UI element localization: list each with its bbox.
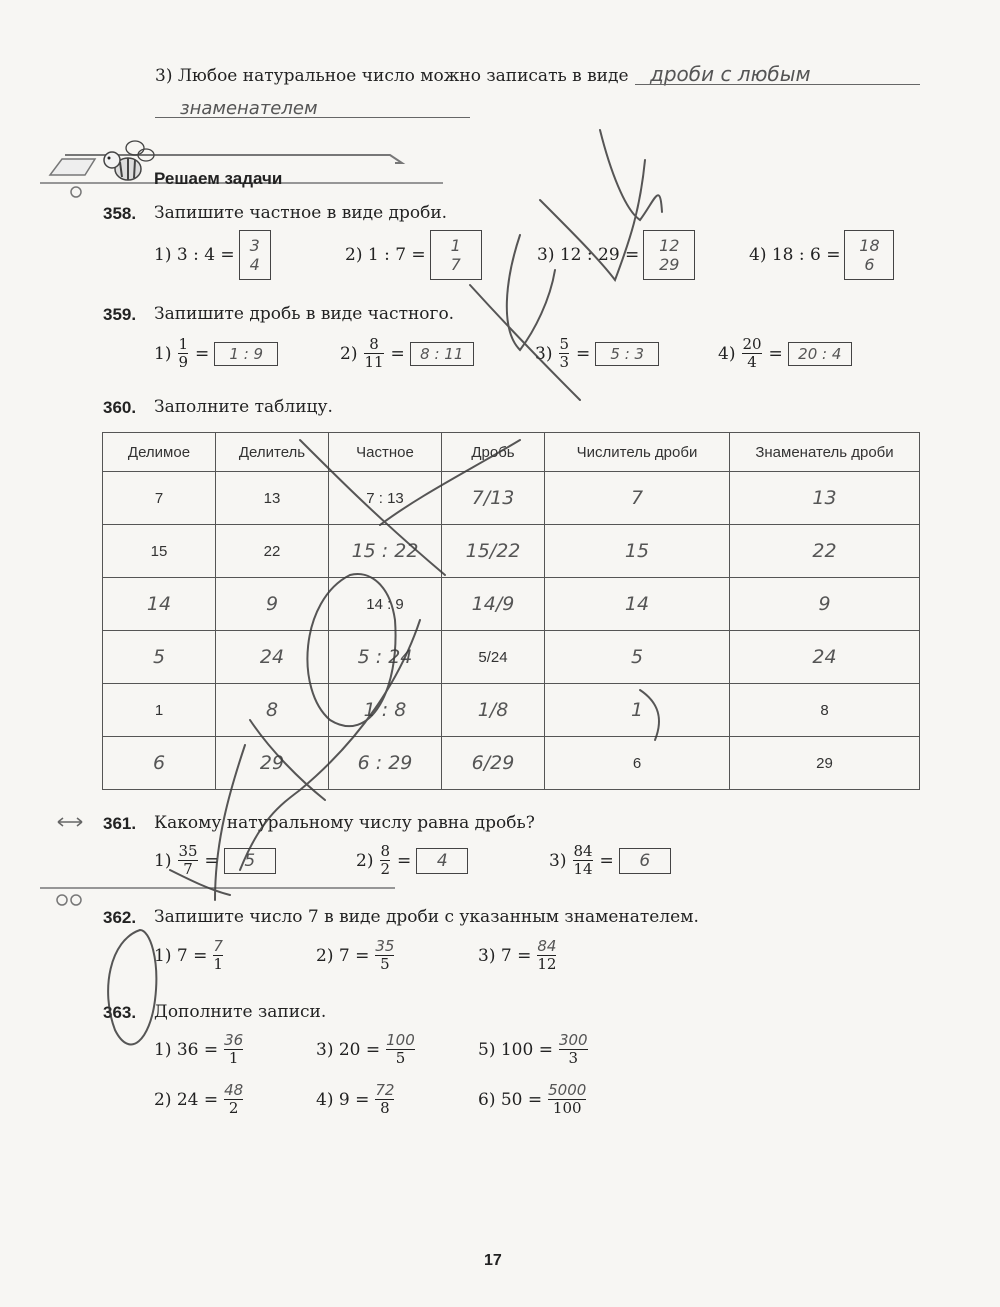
p363-item-2 [154, 1082, 245, 1117]
p362-item-3-num: 84 [537, 937, 557, 955]
cell: 5 [545, 631, 730, 684]
p363-item-5-den: 3 [568, 1049, 579, 1067]
cell: 7/13 [442, 472, 545, 525]
p359-item-4-label: 4) [718, 343, 736, 364]
p358-item-3-label: 3) 12 : 29 = [537, 245, 640, 265]
problem-361-text: Какому натуральному числу равна дробь? [154, 813, 535, 833]
section-title: Решаем задачи [154, 169, 283, 188]
p359-item-3-den: 3 [559, 353, 569, 371]
problem-358-number: 358. [103, 204, 137, 223]
th-quotient: Частное [329, 433, 442, 472]
page-number: 17 [484, 1252, 502, 1269]
p361-item-3-label: 3) [549, 850, 567, 871]
problem-363-text: Дополните записи. [154, 1002, 327, 1022]
p359-item-3-fraction [559, 336, 569, 371]
p363-item-1-label: 1) 36 = [154, 1039, 219, 1060]
p359-item-1-den: 9 [178, 353, 188, 371]
cell: 1 : 8 [329, 684, 442, 737]
p363-item-3-fraction [386, 1032, 415, 1067]
p358-item-1-box [239, 230, 271, 280]
problem-359-text: Запишите дробь в виде частного. [154, 304, 455, 324]
cell: 6/29 [442, 737, 545, 790]
cell: 13 [216, 472, 329, 525]
cell: 8 [216, 684, 329, 737]
p359-item-3 [535, 336, 659, 371]
cell: 14 : 9 [329, 578, 442, 631]
cell: 15 : 22 [329, 525, 442, 578]
p361-item-2-fraction [380, 843, 390, 878]
p358-item-2-den: 7 [450, 255, 461, 274]
p362-item-1 [154, 938, 225, 973]
cell: 5 [103, 631, 216, 684]
p361-item-3-equals: = [599, 850, 614, 871]
p358-item-4 [749, 230, 894, 280]
cell: 24 [216, 631, 329, 684]
p363-item-6 [478, 1082, 588, 1117]
p363-item-2-num: 48 [224, 1081, 244, 1099]
cell: 7 : 13 [329, 472, 442, 525]
p363-item-3 [316, 1032, 417, 1067]
p359-item-4-den: 4 [747, 353, 757, 371]
p358-item-1 [154, 230, 271, 280]
p359-item-2 [340, 336, 474, 371]
p361-item-3-den: 14 [573, 860, 593, 878]
cell: 9 [216, 578, 329, 631]
table-header-row [103, 433, 920, 472]
p361-item-3 [549, 843, 671, 878]
cell: 14 [103, 578, 216, 631]
table-row [103, 737, 920, 790]
p361-item-3-fraction [573, 843, 592, 878]
p363-item-1-num: 36 [224, 1031, 244, 1049]
p359-item-3-answer: 5 : 3 [595, 342, 659, 366]
p358-item-3-den: 29 [659, 255, 680, 274]
cell: 15 [545, 525, 730, 578]
p362-item-2-label: 2) 7 = [316, 945, 370, 966]
table-360 [102, 432, 920, 790]
cell: 6 [103, 737, 216, 790]
th-divisor: Делитель [216, 433, 329, 472]
p363-item-3-den: 5 [395, 1049, 406, 1067]
cell: 9 [730, 578, 920, 631]
p361-item-1-label: 1) [154, 850, 172, 871]
th-fraction: Дробь [442, 433, 545, 472]
p359-item-2-den: 11 [364, 353, 384, 371]
th-denominator: Знаменатель дроби [730, 433, 920, 472]
section-divider [40, 883, 400, 909]
p361-item-1-num: 35 [178, 842, 198, 860]
p363-item-6-fraction [548, 1082, 586, 1117]
problem-358-text: Запишите частное в виде дроби. [154, 203, 448, 223]
problem-362-number: 362. [103, 908, 137, 927]
p359-item-1-fraction [178, 336, 188, 371]
intro-line-1 [635, 84, 920, 85]
p363-item-3-label: 3) 20 = [316, 1039, 381, 1060]
p361-item-2-den: 2 [380, 860, 390, 878]
cell: 14/9 [442, 578, 545, 631]
p363-item-5-num: 300 [558, 1031, 588, 1049]
cell: 22 [216, 525, 329, 578]
p361-item-1-den: 7 [183, 860, 193, 878]
intro-line-2 [155, 117, 470, 118]
p363-item-3-num: 100 [386, 1031, 415, 1049]
p362-item-2-fraction [375, 938, 394, 973]
p359-item-2-fraction [364, 336, 383, 371]
p359-item-3-label: 3) [535, 343, 553, 364]
cell: 13 [730, 472, 920, 525]
problem-363-number: 363. [103, 1003, 137, 1022]
cell: 24 [730, 631, 920, 684]
p362-item-2 [316, 938, 396, 973]
p358-item-3-box [643, 230, 695, 280]
p362-item-1-fraction [213, 938, 223, 973]
cell: 1 [545, 684, 730, 737]
p363-item-4 [316, 1082, 396, 1117]
th-numerator: Числитель дроби [545, 433, 730, 472]
p363-item-5 [478, 1032, 590, 1067]
p362-item-3-den: 12 [537, 955, 557, 973]
p358-item-3-num: 12 [659, 236, 680, 255]
p362-item-1-den: 1 [213, 955, 223, 973]
p363-item-2-label: 2) 24 = [154, 1089, 219, 1110]
p359-item-2-label: 2) [340, 343, 358, 364]
cell: 1 [103, 684, 216, 737]
p358-item-4-label: 4) 18 : 6 = [749, 245, 841, 265]
p363-item-5-label: 5) 100 = [478, 1039, 553, 1060]
p359-item-4-equals: = [768, 343, 783, 364]
p363-item-4-den: 8 [380, 1099, 390, 1117]
p363-item-6-den: 100 [552, 1099, 582, 1117]
double-arrow-icon [56, 815, 84, 829]
cell: 15/22 [442, 525, 545, 578]
p358-item-3 [537, 230, 695, 280]
p362-item-1-label: 1) 7 = [154, 945, 208, 966]
cell: 6 [545, 737, 730, 790]
cell: 7 [545, 472, 730, 525]
p363-item-6-num: 5000 [548, 1081, 587, 1099]
table-row [103, 631, 920, 684]
p361-item-1-fraction [178, 843, 197, 878]
th-dividend: Делимое [103, 433, 216, 472]
p358-item-1-num: 3 [249, 236, 260, 255]
cell: 29 [216, 737, 329, 790]
p361-item-3-answer: 6 [619, 848, 671, 874]
p363-item-4-label: 4) 9 = [316, 1089, 370, 1110]
p359-item-4-answer: 20 : 4 [788, 342, 852, 366]
p362-item-3 [478, 938, 558, 973]
p363-item-2-fraction [224, 1082, 243, 1117]
table-row [103, 525, 920, 578]
p359-item-1-equals: = [195, 343, 210, 364]
p361-item-3-num: 84 [573, 842, 593, 860]
p359-item-2-equals: = [390, 343, 405, 364]
bee-icon [98, 138, 156, 190]
p362-item-2-num: 35 [375, 937, 395, 955]
table-row [103, 578, 920, 631]
p359-item-1-label: 1) [154, 343, 172, 364]
p363-item-1-fraction [224, 1032, 243, 1067]
p361-item-1-answer: 5 [224, 848, 276, 874]
problem-362-text: Запишите число 7 в виде дроби с указанным знаменателем. [154, 907, 699, 927]
p359-item-4-num: 20 [742, 335, 762, 353]
cell: 5 : 24 [329, 631, 442, 684]
p359-item-2-answer: 8 : 11 [410, 342, 474, 366]
p362-item-3-label: 3) 7 = [478, 945, 532, 966]
p361-item-2 [356, 843, 468, 878]
p359-item-2-num: 8 [369, 335, 379, 353]
cell: 6 : 29 [329, 737, 442, 790]
p363-item-4-num: 72 [375, 1081, 395, 1099]
table-row [103, 472, 920, 525]
problem-361-number: 361. [103, 814, 137, 833]
intro-answer-2: знаменателем [180, 98, 318, 119]
table-row [103, 684, 920, 737]
p359-item-4 [718, 336, 852, 371]
p358-item-2-box [430, 230, 482, 280]
cell: 14 [545, 578, 730, 631]
p363-item-5-fraction [559, 1032, 588, 1067]
cell: 5/24 [442, 631, 545, 684]
p363-item-4-fraction [375, 1082, 394, 1117]
cell: 1/8 [442, 684, 545, 737]
p361-item-2-equals: = [397, 850, 412, 871]
cell: 7 [103, 472, 216, 525]
p363-item-1-den: 1 [228, 1049, 239, 1067]
cell: 29 [730, 737, 920, 790]
p361-item-1-equals: = [204, 850, 219, 871]
cell: 22 [730, 525, 920, 578]
problem-360-text: Заполните таблицу. [154, 397, 333, 417]
p359-item-3-num: 5 [559, 335, 569, 353]
p362-item-1-num: 7 [213, 937, 223, 955]
cell: 15 [103, 525, 216, 578]
problem-359-number: 359. [103, 305, 137, 324]
p358-item-2 [345, 230, 482, 280]
p358-item-4-num: 18 [859, 236, 880, 255]
p361-item-2-answer: 4 [416, 848, 468, 874]
p359-item-1-num: 1 [178, 335, 188, 353]
problem-360-number: 360. [103, 398, 137, 417]
cell: 8 [730, 684, 920, 737]
p358-item-1-den: 4 [249, 255, 260, 274]
p363-item-1 [154, 1032, 245, 1067]
p359-item-1-answer: 1 : 9 [214, 342, 278, 366]
p359-item-1 [154, 336, 278, 371]
p361-item-2-label: 2) [356, 850, 374, 871]
p361-item-1 [154, 843, 276, 878]
p363-item-2-den: 2 [228, 1099, 239, 1117]
p359-item-4-fraction [742, 336, 761, 371]
p362-item-3-fraction [537, 938, 556, 973]
p359-item-3-equals: = [576, 343, 591, 364]
intro-answer-1: дроби с любым [650, 62, 811, 86]
p358-item-2-num: 1 [450, 236, 461, 255]
p358-item-1-label: 1) 3 : 4 = [154, 245, 235, 265]
p361-item-2-num: 8 [380, 842, 390, 860]
p363-item-6-label: 6) 50 = [478, 1089, 543, 1110]
p358-item-4-den: 6 [864, 255, 875, 274]
p358-item-4-box [844, 230, 894, 280]
intro-text: 3) Любое натуральное число можно записать в виде [155, 66, 629, 86]
p362-item-2-den: 5 [380, 955, 390, 973]
p358-item-2-label: 2) 1 : 7 = [345, 245, 426, 265]
